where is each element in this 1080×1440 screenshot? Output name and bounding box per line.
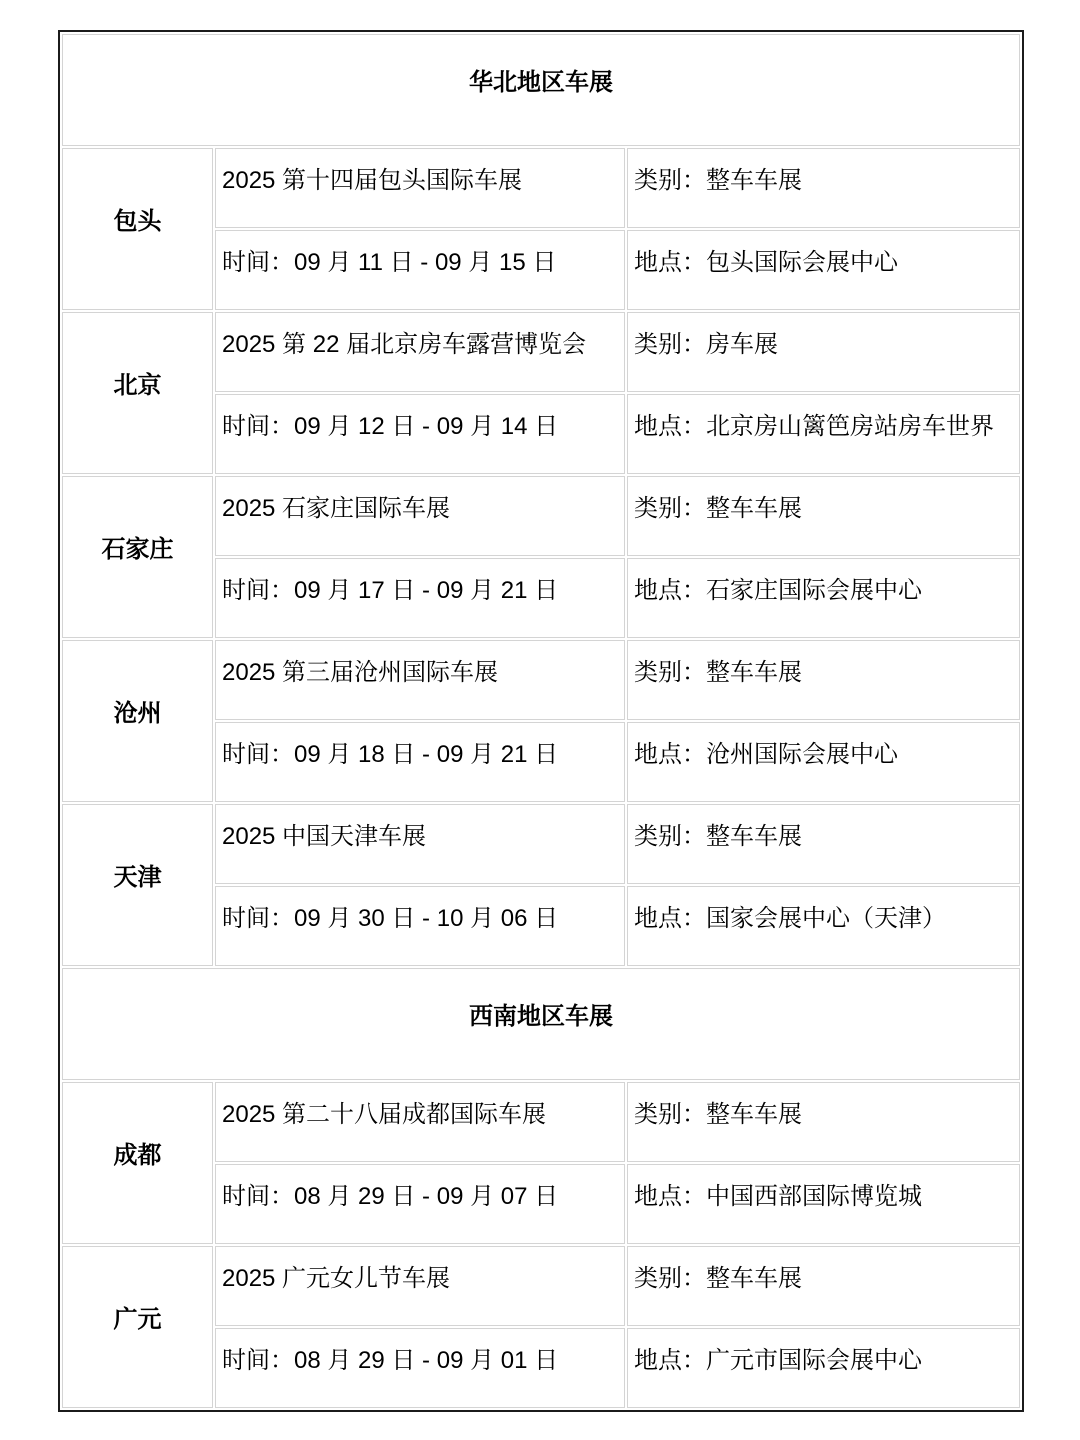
event-location: 地点：广元市国际会展中心 [627, 1328, 1020, 1408]
event-time: 时间：09 月 11 日 - 09 月 15 日 [215, 230, 625, 310]
event-category: 类别：整车车展 [627, 1246, 1020, 1326]
event-location: 地点：石家庄国际会展中心 [627, 558, 1020, 638]
event-name: 2025 石家庄国际车展 [215, 476, 625, 556]
event-category: 类别：整车车展 [627, 1082, 1020, 1162]
table-row [62, 312, 1020, 392]
event-name: 2025 第二十八届成都国际车展 [215, 1082, 625, 1162]
event-time: 时间：08 月 29 日 - 09 月 07 日 [215, 1164, 625, 1244]
table-row [62, 1082, 1020, 1162]
event-time: 时间：08 月 29 日 - 09 月 01 日 [215, 1328, 625, 1408]
city-name: 沧州 [62, 640, 213, 802]
event-category: 类别：整车车展 [627, 640, 1020, 720]
event-location: 地点：北京房山篱笆房站房车世界 [627, 394, 1020, 474]
event-category: 类别：整车车展 [627, 476, 1020, 556]
city-name: 天津 [62, 804, 213, 966]
event-category: 类别：整车车展 [627, 148, 1020, 228]
section-title: 西南地区车展 [62, 968, 1020, 1080]
car-expo-schedule-table [58, 30, 1024, 1412]
city-name: 包头 [62, 148, 213, 310]
event-location: 地点：国家会展中心（天津） [627, 886, 1020, 966]
event-category: 类别：房车展 [627, 312, 1020, 392]
event-name: 2025 中国天津车展 [215, 804, 625, 884]
table-row [62, 1246, 1020, 1326]
section-header-row [62, 34, 1020, 146]
event-location: 地点：沧州国际会展中心 [627, 722, 1020, 802]
table-row [62, 640, 1020, 720]
city-name: 成都 [62, 1082, 213, 1244]
event-time: 时间：09 月 12 日 - 09 月 14 日 [215, 394, 625, 474]
event-name: 2025 第三届沧州国际车展 [215, 640, 625, 720]
event-name: 2025 第 22 届北京房车露营博览会 [215, 312, 625, 392]
event-location: 地点：包头国际会展中心 [627, 230, 1020, 310]
table-row [62, 476, 1020, 556]
event-name: 2025 第十四届包头国际车展 [215, 148, 625, 228]
city-name: 北京 [62, 312, 213, 474]
event-time: 时间：09 月 17 日 - 09 月 21 日 [215, 558, 625, 638]
table-row [62, 148, 1020, 228]
section-header-row [62, 968, 1020, 1080]
event-name: 2025 广元女儿节车展 [215, 1246, 625, 1326]
event-category: 类别：整车车展 [627, 804, 1020, 884]
event-time: 时间：09 月 30 日 - 10 月 06 日 [215, 886, 625, 966]
section-title: 华北地区车展 [62, 34, 1020, 146]
city-name: 广元 [62, 1246, 213, 1408]
event-location: 地点：中国西部国际博览城 [627, 1164, 1020, 1244]
table-row [62, 804, 1020, 884]
city-name: 石家庄 [62, 476, 213, 638]
event-time: 时间：09 月 18 日 - 09 月 21 日 [215, 722, 625, 802]
